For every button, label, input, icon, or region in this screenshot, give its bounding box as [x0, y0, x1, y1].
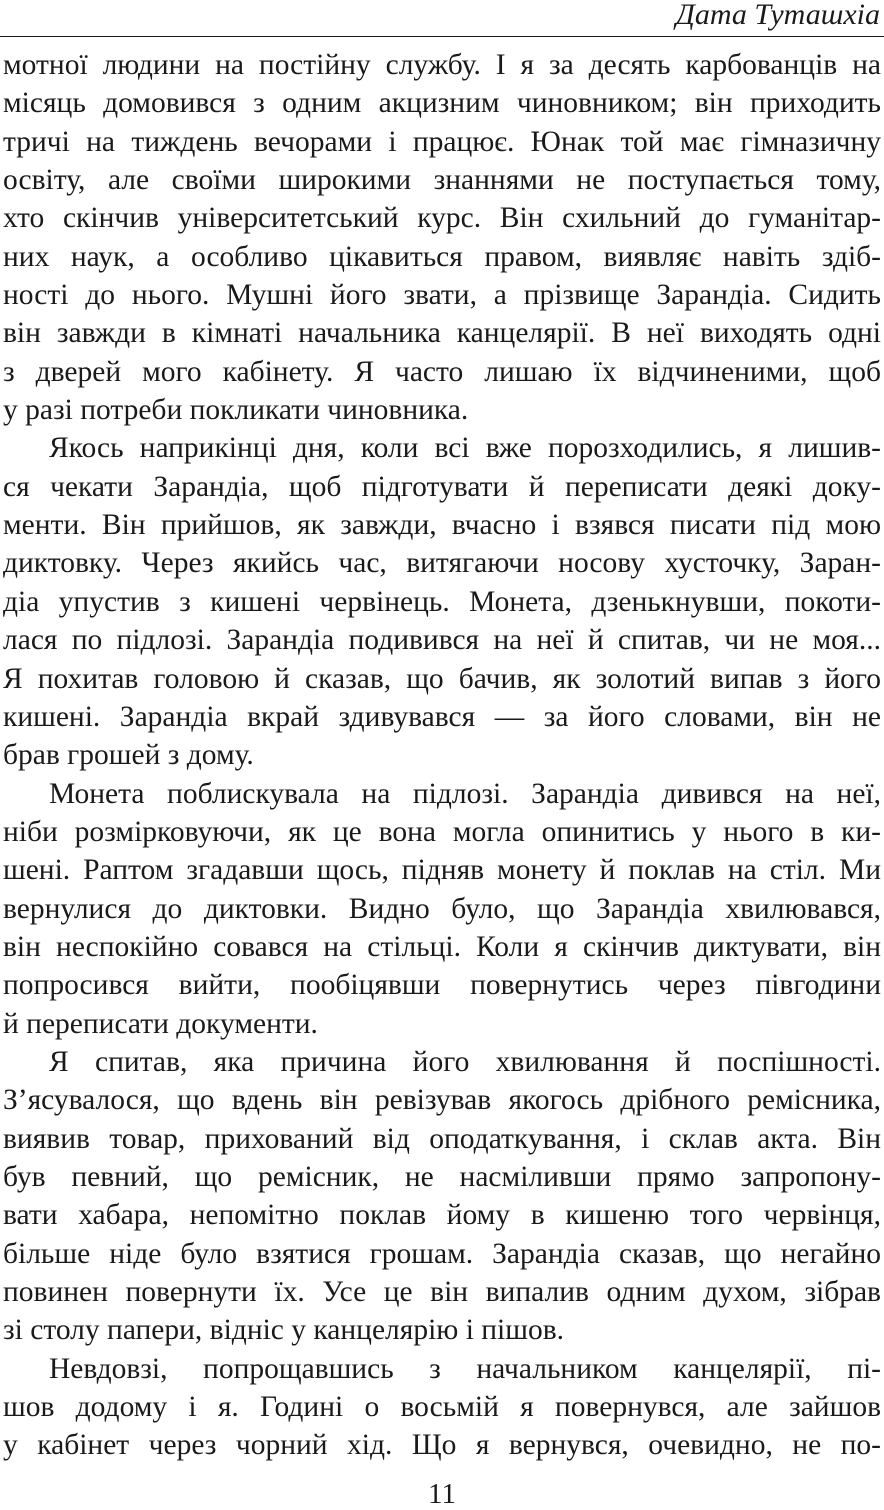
paragraph — [3, 1350, 881, 1465]
text-line: виявив товар, прихований від оподаткування, і склав акта. Він — [3, 1122, 881, 1155]
text-line: більше ніде було взятися грошам. Зарандіа сказав, що негайно — [3, 1237, 881, 1270]
running-head: Дата Туташхіа — [675, 0, 880, 31]
text-line: лася по підлозі. Зарандіа подивився на неї й спитав, чи не моя... — [3, 624, 881, 657]
text-line: у кабінет через чорний хід. Що я вернувся, очевидно, не по- — [3, 1429, 881, 1462]
text-line: Я похитав головою й сказав, що бачив, як золотий випав з його — [3, 662, 881, 695]
text-line: був певний, що ремісник, не насміливши прямо запропону- — [3, 1160, 881, 1193]
text-line: він неспокійно совався на стільці. Коли я скінчив диктувати, він — [3, 930, 881, 963]
text-line: диктовку. Через якийсь час, витягаючи носову хусточку, Заран- — [3, 547, 881, 580]
text-line: мотної людини на постійну службу. І я за десять карбованців на — [3, 49, 881, 81]
text-line: зі столу папери, відніс у канцелярію і пішов. — [3, 1314, 565, 1347]
body-text — [3, 46, 881, 1465]
text-line: хто скінчив університетський курс. Він схильний до гуманітар- — [3, 202, 881, 235]
text-line: освіту, але своїми широкими знаннями не поступається тому, — [3, 164, 881, 197]
text-line: вати хабара, непомітно поклав йому в кишеню того червінця, — [3, 1199, 881, 1232]
text-line: місяць домовився з одним акцизним чиновником; він приходить — [3, 87, 881, 120]
text-line: з дверей мого кабінету. Я часто лишаю їх відчиненими, щоб — [3, 355, 881, 388]
text-line: попросився вийти, пообіцявши повернутись через півгодини — [3, 969, 881, 1002]
text-line: Невдовзі, попрощавшись з начальником канцелярії, пі- — [49, 1352, 881, 1385]
header-rule — [0, 36, 884, 37]
text-line: ніби розмірковуючи, як це вона могла опинитись у нього в ки- — [3, 815, 881, 848]
text-line: брав грошей з дому. — [3, 739, 254, 772]
text-line: Якось наприкінці дня, коли всі вже порозходились, я лишив- — [49, 432, 881, 465]
text-line: кишені. Зарандіа вкрай здивувався — за його словами, він не — [3, 700, 881, 733]
text-line: Я спитав, яка причина його хвилювання й поспішності. — [49, 1045, 881, 1078]
text-line: тричі на тиждень вечорами і працює. Юнак той має гімназичну — [3, 125, 881, 158]
text-line: ся чекати Зарандіа, щоб підготувати й переписати деякі доку- — [3, 470, 881, 503]
text-line: у разі потреби покликати чиновника. — [3, 394, 469, 427]
text-line: менти. Він прийшов, як завжди, вчасно і взявся писати під мою — [3, 509, 881, 542]
text-line: вернулися до диктовки. Видно було, що Зарандіа хвилювався, — [3, 892, 881, 925]
text-line: й переписати документи. — [3, 1007, 318, 1040]
page-number: 11 — [428, 1478, 456, 1510]
text-line: ності до нього. Мушні його звати, а прізвище Зарандіа. Сидить — [3, 279, 881, 312]
paragraph — [3, 775, 881, 1043]
paragraph — [3, 1043, 881, 1350]
text-line: Монета поблискувала на підлозі. Зарандіа дивився на неї, — [49, 777, 881, 810]
text-line: він завжди в кімнаті начальника канцелярії. В неї виходять одні — [3, 317, 881, 350]
text-line: шені. Раптом згадавши щось, підняв монету й поклав на стіл. Ми — [3, 854, 881, 887]
text-line: шов додому і я. Годині о восьмій я повернувся, але зайшов — [3, 1391, 881, 1424]
text-line: них наук, а особливо цікавиться правом, виявляє навіть здіб- — [3, 240, 881, 273]
text-line: З’ясувалося, що вдень він ревізував якогось дрібного ремісника, — [3, 1084, 881, 1117]
paragraph — [3, 429, 881, 774]
paragraph — [3, 46, 881, 429]
text-line: діа упустив з кишені червінець. Монета, дзенькнувши, покоти- — [3, 585, 881, 618]
text-line: повинен повернути їх. Усе це він випалив одним духом, зібрав — [3, 1276, 881, 1308]
